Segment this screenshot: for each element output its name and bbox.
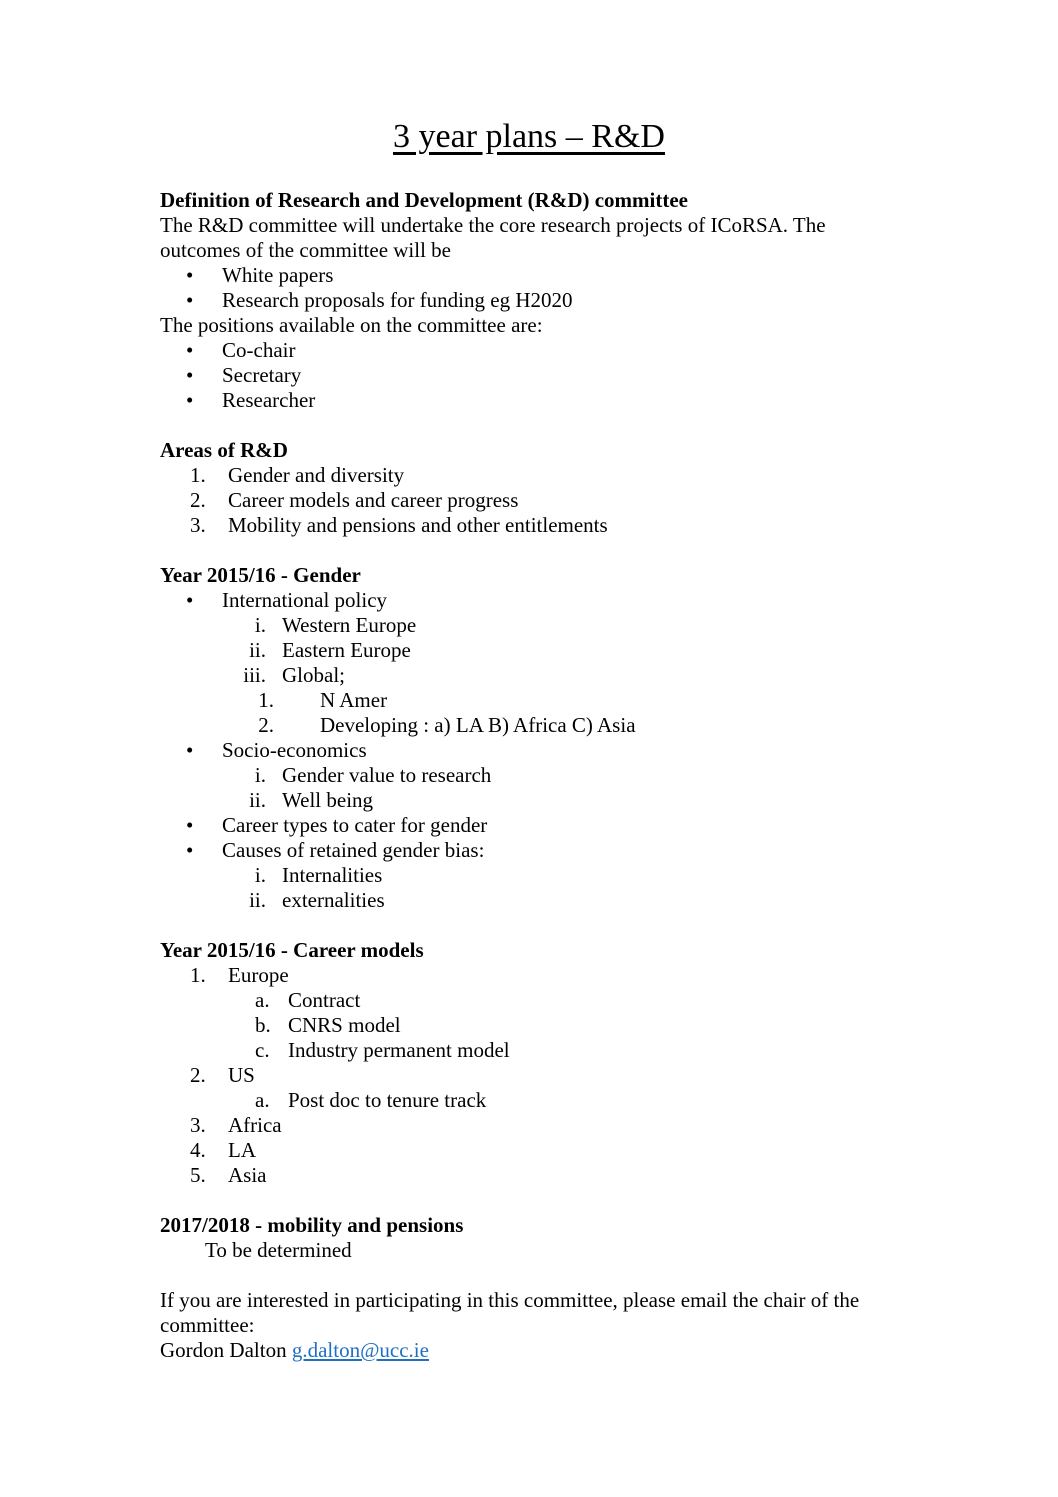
- list-marker: 2.: [190, 1063, 206, 1087]
- list-marker: ii.: [249, 638, 266, 662]
- heading-line: [160, 938, 920, 963]
- paragraph-line: [160, 238, 920, 263]
- line-text: Researcher: [222, 388, 316, 412]
- list-marker: •: [186, 288, 194, 312]
- paragraph-line: [160, 1338, 920, 1363]
- list-marker: i.: [254, 863, 266, 887]
- list-marker: •: [186, 363, 194, 387]
- line-text: Career models and career progress: [228, 488, 519, 512]
- list-item: [160, 363, 920, 388]
- line-text: Europe: [228, 963, 289, 987]
- line-text: Co-chair: [222, 338, 296, 362]
- list-item: [160, 688, 920, 713]
- paragraph-line: [160, 1313, 920, 1338]
- list-marker: •: [186, 388, 194, 412]
- list-marker: a.: [255, 1088, 270, 1112]
- blank-line: [160, 413, 920, 438]
- list-marker: 1.: [190, 963, 206, 987]
- list-marker: •: [186, 588, 194, 612]
- list-item: [160, 263, 920, 288]
- line-text: Post doc to tenure track: [288, 1088, 487, 1112]
- paragraph-line: [160, 1288, 920, 1313]
- blank-line: [160, 538, 920, 563]
- list-item: [160, 963, 920, 988]
- list-item: [160, 1013, 920, 1038]
- list-item: [160, 888, 920, 913]
- list-item: [160, 988, 920, 1013]
- list-marker: 2.: [258, 713, 274, 737]
- list-marker: ii.: [249, 888, 266, 912]
- list-marker: 3.: [190, 513, 206, 537]
- list-item: [160, 488, 920, 513]
- line-text: Well being: [282, 788, 374, 812]
- line-text: The R&D committee will undertake the core research projects of ICoRSA. The: [160, 213, 826, 237]
- list-item: [160, 1088, 920, 1113]
- list-marker: i.: [254, 613, 266, 637]
- line-text: Causes of retained gender bias:: [222, 838, 485, 862]
- line-text: Global;: [282, 663, 345, 687]
- list-marker: •: [186, 263, 194, 287]
- list-marker: •: [186, 338, 194, 362]
- line-text: N Amer: [320, 688, 388, 712]
- heading-text: Areas of R&D: [160, 438, 288, 462]
- list-item: [160, 513, 920, 538]
- line-text: Socio-economics: [222, 738, 367, 762]
- list-marker: 5.: [190, 1163, 206, 1187]
- line-text: Western Europe: [282, 613, 417, 637]
- list-item: [160, 813, 920, 838]
- list-item: [160, 788, 920, 813]
- line-text: Gender and diversity: [228, 463, 405, 487]
- list-item: [160, 1038, 920, 1063]
- heading-line: [160, 1213, 920, 1238]
- list-item: [160, 1163, 920, 1188]
- line-text: outcomes of the committee will be: [160, 238, 452, 262]
- heading-text: Definition of Research and Development (R&D) committee: [160, 188, 688, 212]
- line-text: US: [228, 1063, 255, 1087]
- list-marker: c.: [255, 1038, 270, 1062]
- line-text: Contract: [288, 988, 361, 1012]
- heading-line: [160, 188, 920, 213]
- list-item: [160, 838, 920, 863]
- line-text: White papers: [222, 263, 334, 287]
- list-item: [160, 288, 920, 313]
- list-marker: 3.: [190, 1113, 206, 1137]
- list-item: [160, 763, 920, 788]
- list-marker: •: [186, 813, 194, 837]
- heading-text: Year 2015/16 - Career models: [160, 938, 424, 962]
- line-text: externalities: [282, 888, 385, 912]
- blank-line: [160, 1263, 920, 1288]
- paragraph-line: [160, 213, 920, 238]
- indented-line: [160, 1238, 920, 1263]
- line-text: Secretary: [222, 363, 302, 387]
- line-text: Industry permanent model: [288, 1038, 510, 1062]
- list-marker: 2.: [190, 488, 206, 512]
- list-item: [160, 713, 920, 738]
- list-item: [160, 338, 920, 363]
- document-body: [160, 188, 920, 1363]
- list-item: [160, 1138, 920, 1163]
- line-text: LA: [228, 1138, 256, 1162]
- list-item: [160, 1113, 920, 1138]
- line-text: Career types to cater for gender: [222, 813, 488, 837]
- list-marker: iii.: [243, 663, 266, 687]
- line-text: Internalities: [282, 863, 383, 887]
- list-marker: ii.: [249, 788, 266, 812]
- list-marker: 4.: [190, 1138, 206, 1162]
- line-text: Research proposals for funding eg H2020: [222, 288, 573, 312]
- line-text: The positions available on the committee are:: [160, 313, 543, 337]
- line-text: Gender value to research: [282, 763, 492, 787]
- page-title: 3 year plans – R&D: [393, 118, 665, 155]
- line-text: Eastern Europe: [282, 638, 411, 662]
- list-marker: b.: [255, 1013, 271, 1037]
- paragraph-line: [160, 313, 920, 338]
- list-item: [160, 463, 920, 488]
- line-text: To be determined: [205, 1238, 352, 1262]
- list-item: [160, 1063, 920, 1088]
- contact-name: Gordon Dalton: [160, 1338, 292, 1362]
- heading-text: Year 2015/16 - Gender: [160, 563, 361, 587]
- list-item: [160, 588, 920, 613]
- list-item: [160, 663, 920, 688]
- blank-line: [160, 1188, 920, 1213]
- blank-line: [160, 913, 920, 938]
- list-marker: 1.: [190, 463, 206, 487]
- list-marker: •: [186, 838, 194, 862]
- list-item: [160, 863, 920, 888]
- heading-line: [160, 438, 920, 463]
- line-text: Africa: [228, 1113, 282, 1137]
- line-text: If you are interested in participating in this committee, please email the chair of the: [160, 1288, 860, 1312]
- line-text: Asia: [228, 1163, 267, 1187]
- list-marker: a.: [255, 988, 270, 1012]
- email-link[interactable]: g.dalton@ucc.ie: [291, 1338, 429, 1362]
- list-marker: 1.: [258, 688, 274, 712]
- list-item: [160, 638, 920, 663]
- line-text: International policy: [222, 588, 388, 612]
- list-item: [160, 613, 920, 638]
- line-text: Mobility and pensions and other entitlements: [228, 513, 608, 537]
- list-marker: •: [186, 738, 194, 762]
- list-marker: i.: [254, 763, 266, 787]
- line-text: Developing : a) LA B) Africa C) Asia: [320, 713, 636, 737]
- list-item: [160, 738, 920, 763]
- line-text: committee:: [160, 1313, 255, 1337]
- heading-text: 2017/2018 - mobility and pensions: [160, 1213, 464, 1237]
- heading-line: [160, 563, 920, 588]
- list-item: [160, 388, 920, 413]
- line-text: CNRS model: [288, 1013, 401, 1037]
